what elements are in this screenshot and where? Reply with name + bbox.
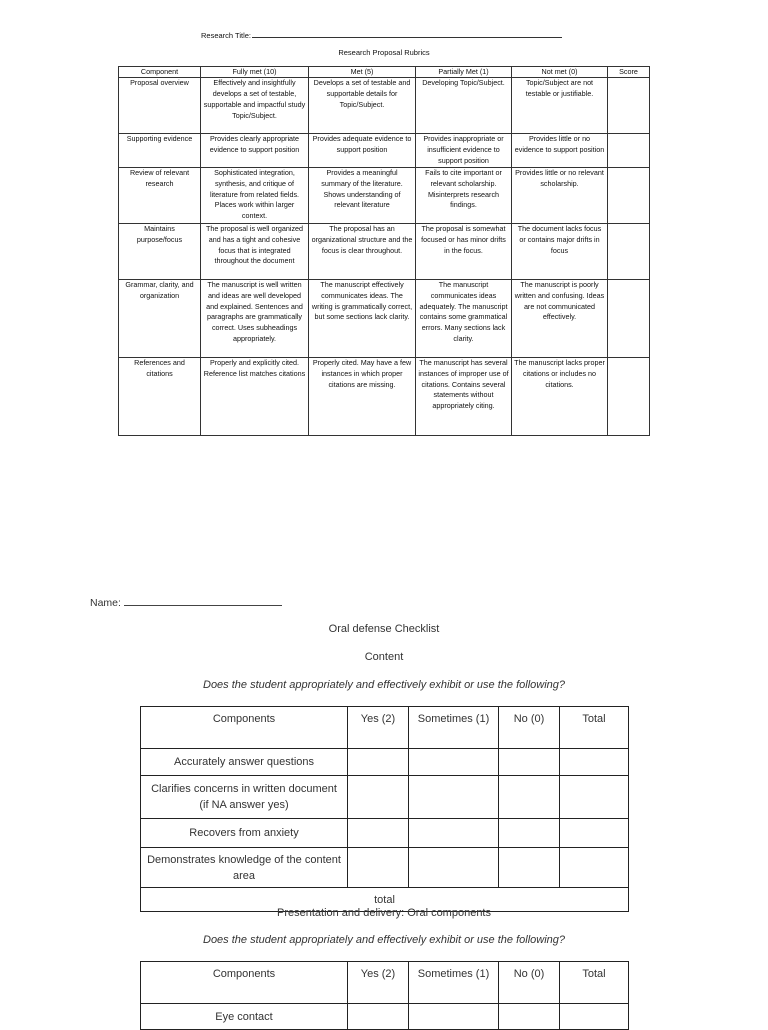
content-heading: Content [364, 651, 404, 663]
rubric-heading [0, 48, 768, 57]
rubric-cell-partially-met: The manuscript has several instances of improper use of citations. Contains several statements without appropriately citing. [416, 357, 512, 435]
checklist-component: Recovers from anxiety [141, 819, 348, 848]
checklist-row [141, 848, 629, 888]
rubric-header-row [119, 67, 650, 78]
rubric-table [118, 66, 650, 436]
rubric-cell-not-met: The manuscript is poorly written and confusing. Ideas are not communicated effectively. [512, 279, 608, 357]
rubric-row [119, 279, 650, 357]
checklist-cell-no[interactable] [499, 1004, 560, 1030]
rubric-cell-score[interactable] [608, 279, 650, 357]
rubric-col-partially-met: Partially Met (1) [416, 67, 512, 78]
checklist-cell-sometimes[interactable] [409, 848, 499, 888]
name-blank-line[interactable] [124, 595, 282, 606]
presentation-checklist-table [140, 961, 629, 1030]
checklist-cell-sometimes[interactable] [409, 1004, 499, 1030]
checklist-cell-yes[interactable] [348, 776, 409, 819]
rubric-row [119, 167, 650, 223]
rubric-row [119, 357, 650, 435]
rubric-heading-text: Research Proposal Rubrics [338, 48, 430, 57]
research-title-field [201, 30, 562, 40]
checklist-cell-total[interactable] [560, 749, 629, 776]
checklist-col-yes: Yes (2) [348, 707, 409, 749]
rubric-cell-met: Provides adequate evidence to support position [309, 134, 416, 168]
rubric-cell-met: Develops a set of testable and supportable details for Topic/Subject. [309, 78, 416, 134]
checklist-cell-sometimes[interactable] [409, 749, 499, 776]
rubric-cell-component: Review of relevant research [119, 167, 201, 223]
rubric-cell-fully-met: The manuscript is well written and ideas are well developed and explained. Sentences and paragraphs are grammatically correct. Uses subheadings appropriately. [201, 279, 309, 357]
checklist-header-row [141, 707, 629, 749]
checklist-col-total: Total [560, 962, 629, 1004]
checklist-cell-no[interactable] [499, 848, 560, 888]
checklist-col-components: Components [141, 962, 348, 1004]
presentation-heading: Presentation and delivery: Oral components [276, 907, 491, 919]
checklist-col-components: Components [141, 707, 348, 749]
checklist-component: Eye contact [141, 1004, 348, 1030]
checklist-row [141, 819, 629, 848]
rubric-cell-fully-met: Properly and explicitly cited. Reference list matches citations [201, 357, 309, 435]
rubric-col-not-met: Not met (0) [512, 67, 608, 78]
rubric-cell-component: Grammar, clarity, and organization [119, 279, 201, 357]
rubric-cell-partially-met: The manuscript communicates ideas adequately. The manuscript contains some grammatical errors. Many sections lack clarity. [416, 279, 512, 357]
rubric-col-score: Score [608, 67, 650, 78]
rubric-cell-partially-met: Developing Topic/Subject. [416, 78, 512, 134]
rubric-row [119, 134, 650, 168]
rubric-row [119, 223, 650, 279]
checklist-cell-total[interactable] [560, 819, 629, 848]
rubric-cell-fully-met: The proposal is well organized and has a tight and cohesive focus that is integrated throughout the document [201, 223, 309, 279]
checklist-cell-yes[interactable] [348, 819, 409, 848]
rubric-cell-not-met: The manuscript lacks proper citations or includes no citations. [512, 357, 608, 435]
checklist-total-label: total [141, 888, 629, 912]
name-field [90, 595, 282, 609]
rubric-col-component: Component [119, 67, 201, 78]
research-title-label: Research Title: [201, 31, 252, 40]
checklist-col-no: No (0) [499, 962, 560, 1004]
checklist-cell-no[interactable] [499, 819, 560, 848]
checklist-row [141, 749, 629, 776]
rubric-cell-fully-met: Provides clearly appropriate evidence to support position [201, 134, 309, 168]
research-title-blank-line[interactable] [252, 30, 562, 38]
checklist-col-sometimes: Sometimes (1) [409, 962, 499, 1004]
checklist-col-yes: Yes (2) [348, 962, 409, 1004]
rubric-cell-score[interactable] [608, 167, 650, 223]
rubric-cell-score[interactable] [608, 357, 650, 435]
rubric-cell-fully-met: Sophisticated integration, synthesis, and critique of literature from related fields. Places work within larger context. [201, 167, 309, 223]
checklist-cell-no[interactable] [499, 776, 560, 819]
checklist-component: Accurately answer questions [141, 749, 348, 776]
rubric-cell-met: The proposal has an organizational structure and the focus is clear throughout. [309, 223, 416, 279]
content-question: Does the student appropriately and effectively exhibit or use the following? [203, 679, 565, 691]
rubric-col-met: Met (5) [309, 67, 416, 78]
checklist-col-total: Total [560, 707, 629, 749]
rubric-cell-partially-met: Provides inappropriate or insufficient evidence to support position [416, 134, 512, 168]
rubric-cell-not-met: The document lacks focus or contains major drifts in focus [512, 223, 608, 279]
rubric-cell-score[interactable] [608, 78, 650, 134]
checklist-row [141, 1004, 629, 1030]
checklist-cell-sometimes[interactable] [409, 819, 499, 848]
rubric-cell-partially-met: The proposal is somewhat focused or has minor drifts in the focus. [416, 223, 512, 279]
checklist-cell-total[interactable] [560, 848, 629, 888]
rubric-cell-fully-met: Effectively and insightfully develops a set of testable, supportable and impactful study Topic/Subject. [201, 78, 309, 134]
checklist-cell-total[interactable] [560, 1004, 629, 1030]
rubric-cell-component: Supporting evidence [119, 134, 201, 168]
rubric-cell-met: The manuscript effectively communicates ideas. The writing is grammatically correct, but some sections lack clarity. [309, 279, 416, 357]
rubric-cell-component: Proposal overview [119, 78, 201, 134]
checklist-cell-yes[interactable] [348, 848, 409, 888]
rubric-col-fully-met: Fully met (10) [201, 67, 309, 78]
checklist-col-sometimes: Sometimes (1) [409, 707, 499, 749]
rubric-cell-score[interactable] [608, 134, 650, 168]
rubric-cell-met: Provides a meaningful summary of the literature. Shows understanding of relevant literature [309, 167, 416, 223]
checklist-col-no: No (0) [499, 707, 560, 749]
checklist-cell-yes[interactable] [348, 1004, 409, 1030]
checklist-row [141, 776, 629, 819]
rubric-cell-not-met: Provides little or no relevant scholarship. [512, 167, 608, 223]
rubric-row [119, 78, 650, 134]
name-label: Name: [90, 597, 121, 609]
rubric-cell-met: Properly cited. May have a few instances in which proper citations are missing. [309, 357, 416, 435]
checklist-cell-no[interactable] [499, 749, 560, 776]
checklist-title: Oral defense Checklist [328, 623, 440, 635]
rubric-cell-not-met: Provides little or no evidence to support position [512, 134, 608, 168]
rubric-cell-partially-met: Fails to cite important or relevant scholarship. Misinterprets research findings. [416, 167, 512, 223]
rubric-cell-component: References and citations [119, 357, 201, 435]
checklist-component: Clarifies concerns in written document (if NA answer yes) [141, 776, 348, 819]
rubric-cell-score[interactable] [608, 223, 650, 279]
rubric-cell-not-met: Topic/Subject are not testable or justifiable. [512, 78, 608, 134]
checklist-component: Demonstrates knowledge of the content area [141, 848, 348, 888]
content-checklist-table [140, 706, 629, 912]
checklist-cell-sometimes[interactable] [409, 776, 499, 819]
checklist-cell-total[interactable] [560, 776, 629, 819]
presentation-question: Does the student appropriately and effectively exhibit or use the following? [203, 934, 565, 946]
checklist-header-row [141, 962, 629, 1004]
rubric-cell-component: Maintains purpose/focus [119, 223, 201, 279]
checklist-cell-yes[interactable] [348, 749, 409, 776]
